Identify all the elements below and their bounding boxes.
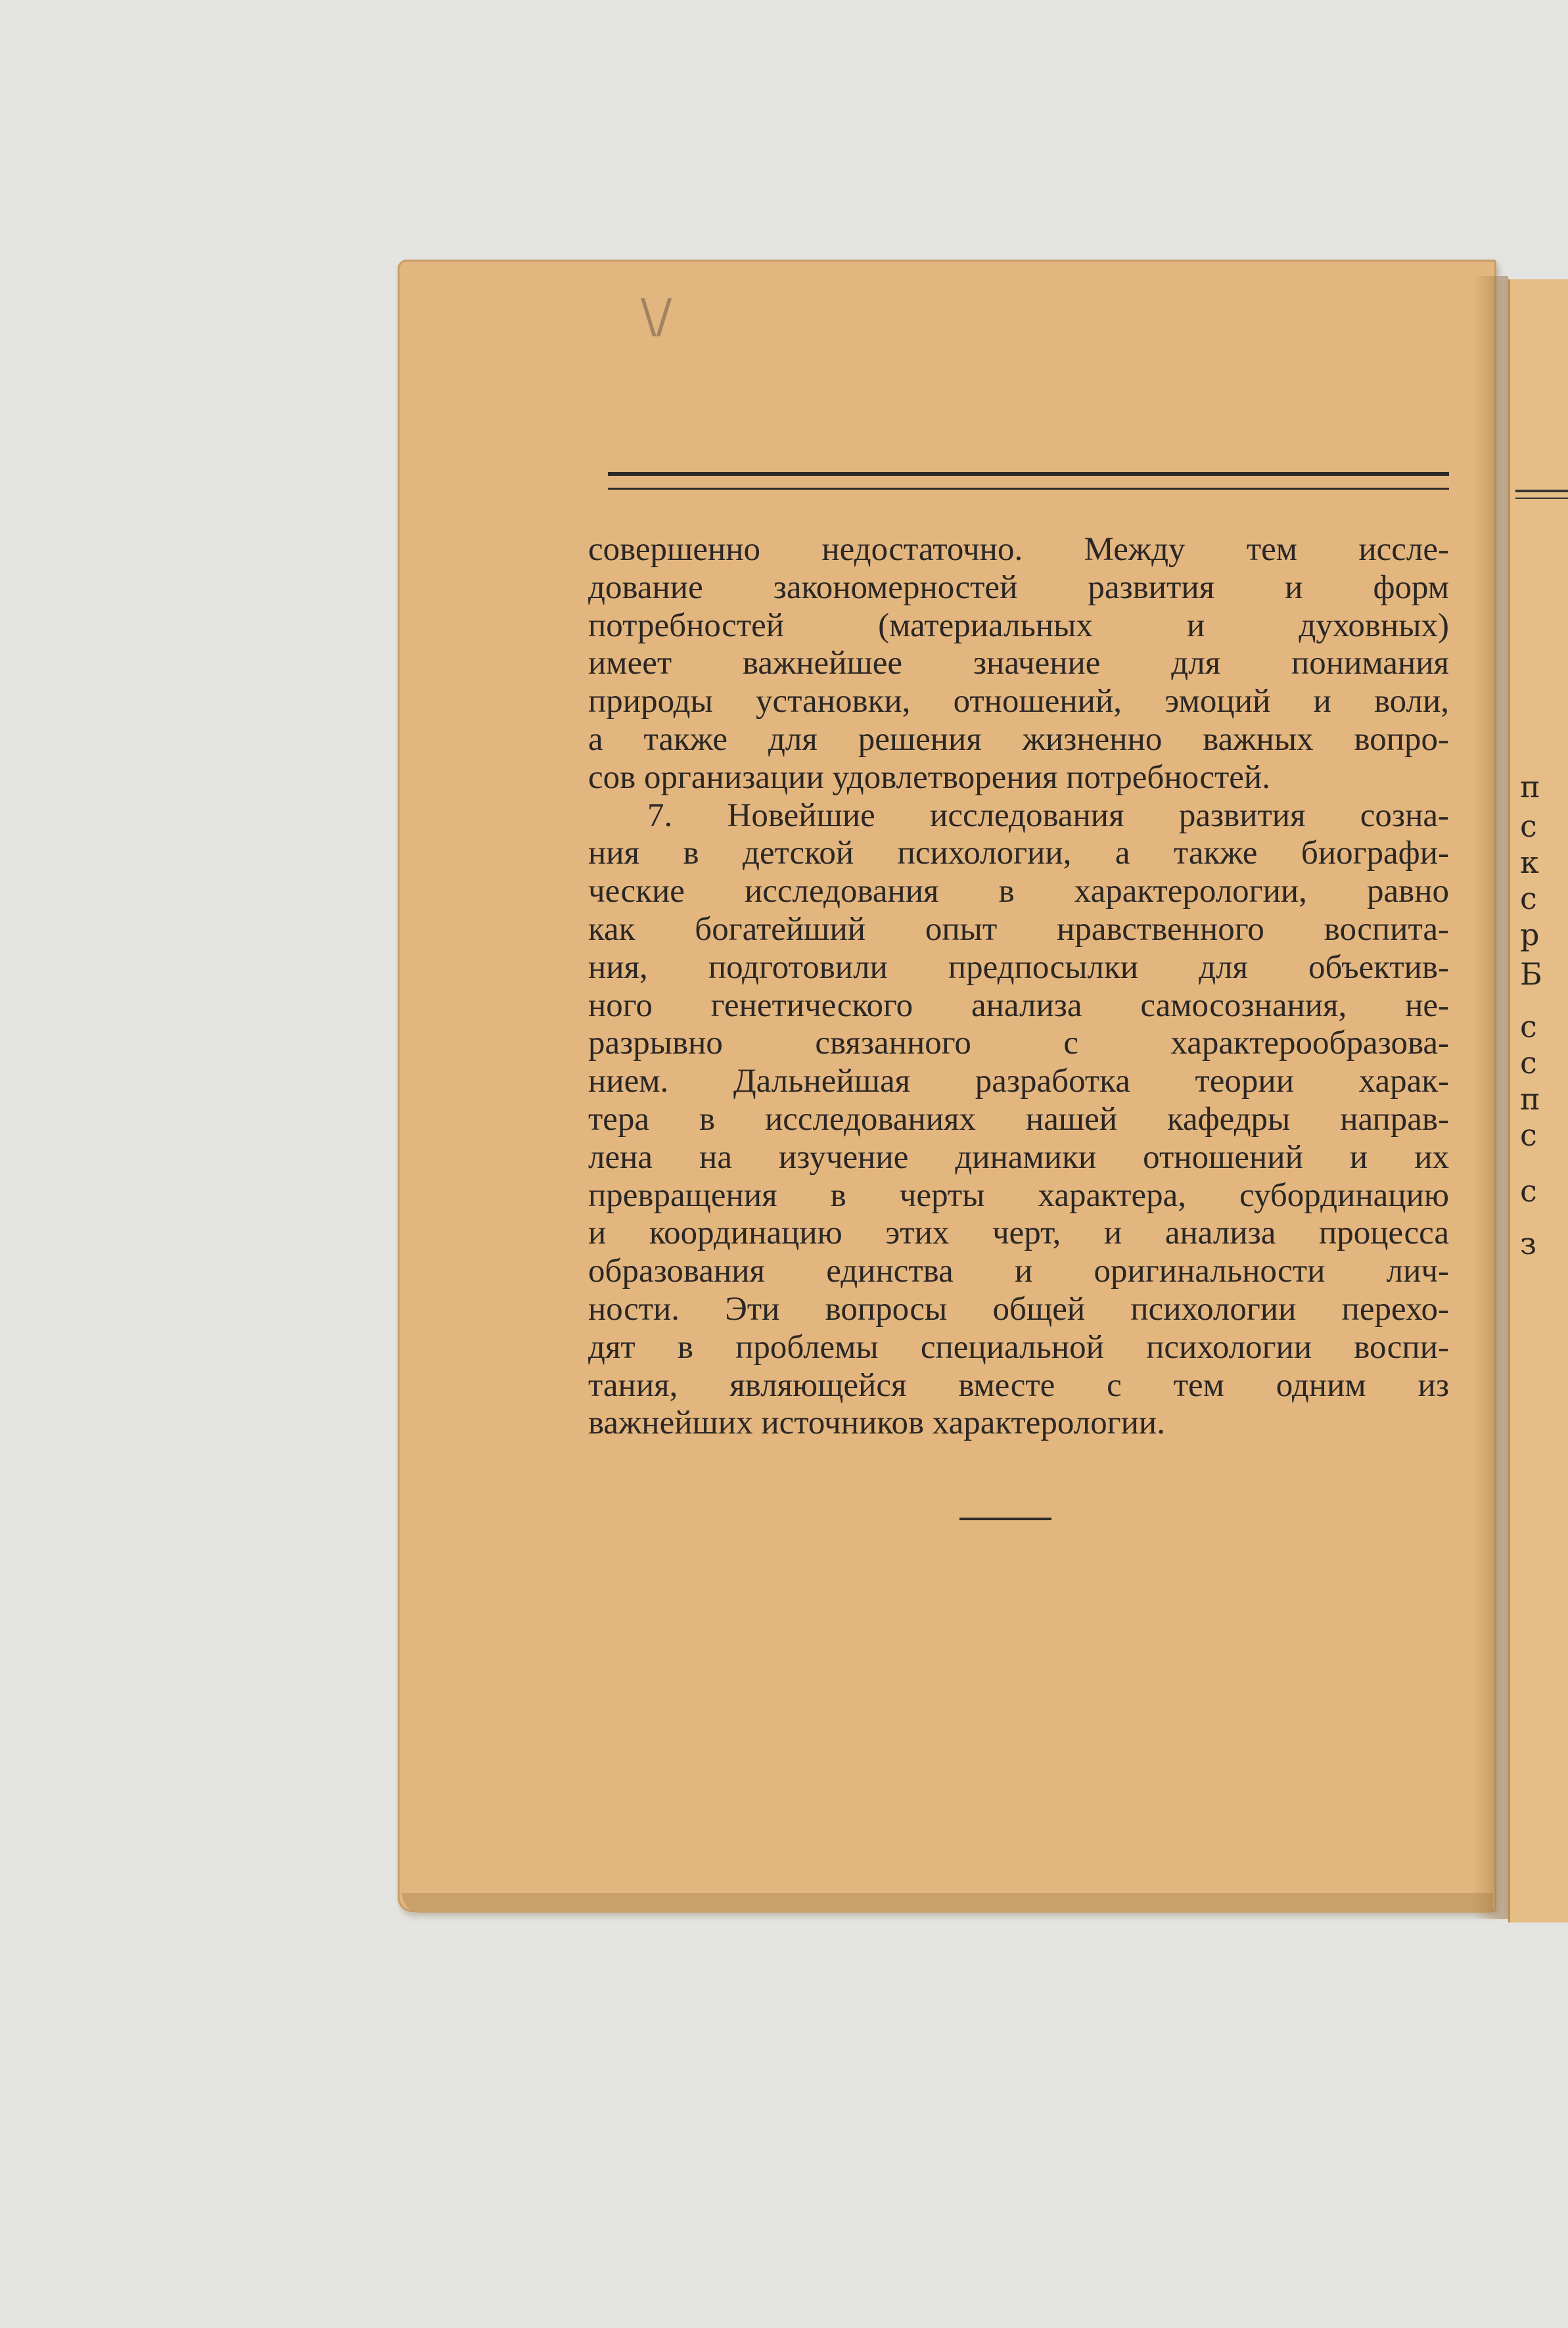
header-rule-thick [608,472,1449,476]
text-line: лена на изучение динамики отношений и их [588,1138,1449,1176]
next-page-fragment: с [1520,1045,1537,1081]
text-line: совершенно недостаточно. Между тем иссле- [588,531,1449,568]
text-line: образования единства и оригинальности лич- [588,1253,1449,1290]
text-line: дят в проблемы специальной психологии воспи- [588,1328,1449,1366]
next-page-fragment: с [1520,808,1537,844]
header-rule-thin [608,488,1449,490]
text-line: дование закономерностей развития и форм [588,569,1449,606]
next-page-fragment: к [1520,845,1539,880]
paragraph [588,797,1449,1443]
text-line: природы установки, отношений, эмоций и воли, [588,683,1449,720]
next-page-fragment: Б [1520,956,1542,992]
text-line: тера в исследованиях нашей кафедры направ- [588,1100,1449,1138]
next-page-fragment: п [1520,1081,1540,1117]
text-line: имеет важнейшее значение для понимания [588,645,1449,682]
next-page-fragment: р [1520,917,1540,952]
next-page-fragment: с [1520,881,1537,916]
text-line: ния в детской психологии, а также биографи- [588,835,1449,872]
text-line: а также для решения жизненно важных вопро- [588,720,1449,758]
next-page-fragment: з [1520,1226,1537,1261]
text-line: 7. Новейшие исследования развития созна- [647,797,1449,834]
page-edge [402,1893,1493,1913]
closing-dash-rule [959,1518,1051,1520]
text-line: ного генетического анализа самосознания, не- [588,987,1449,1024]
next-page-fragment: с [1520,1173,1537,1209]
text-line: и координацию этих черт, и анализа процесса [588,1215,1449,1252]
text-line: тания, являющейся вместе с тем одним из [588,1366,1449,1404]
paragraph [588,531,1449,797]
text-line: нием. Дальнейшая разработка теории харак- [588,1063,1449,1100]
text-line: важнейших источников характерологии. [588,1405,1165,1442]
next-page-fragment: п [1520,769,1540,804]
text-line: разрывно связанного с характерообразова- [588,1025,1449,1062]
next-page-fragment: с [1520,1009,1537,1044]
margin-check-mark: \/ [641,289,672,343]
text-line: превращения в черты характера, субординацию [588,1176,1449,1214]
next-page-fragment: с [1520,1117,1537,1153]
body-text [588,531,1449,1443]
text-line: ческие исследования в характерологии, равно [588,873,1449,910]
text-line: ности. Эти вопросы общей психологии перехо- [588,1290,1449,1328]
text-line: ния, подготовили предпосылки для объектив- [588,948,1449,986]
spine-shadow [1472,276,1508,1919]
text-line: сов организации удовлетворения потребностей. [588,758,1270,796]
next-page-sliver [1508,279,1568,1922]
next-page-header-rule-thin [1515,498,1568,499]
next-page-header-rule [1515,490,1568,492]
text-line: как богатейший опыт нравственного воспита- [588,910,1449,948]
text-line: потребностей (материальных и духовных) [588,607,1449,644]
